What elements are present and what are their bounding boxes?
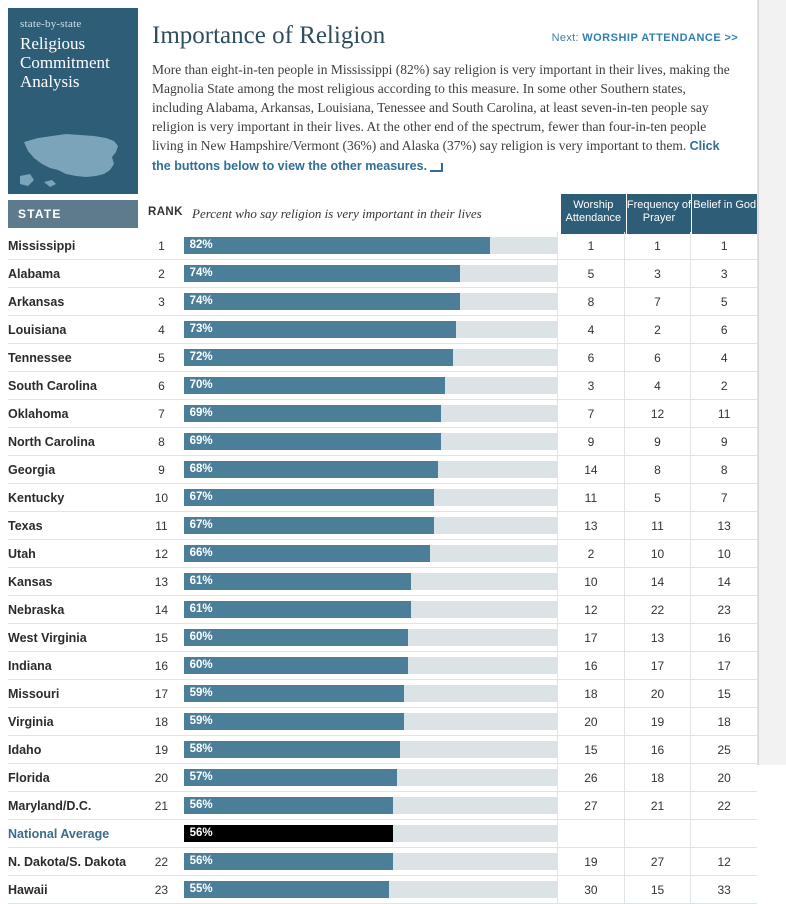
table-row[interactable]: [8, 288, 757, 316]
belief-rank-cell: 13: [691, 512, 757, 540]
state-name-cell: Nebraska: [8, 596, 139, 624]
bar-track: [184, 601, 557, 618]
table-row[interactable]: [8, 512, 757, 540]
bar-cell: [184, 652, 558, 680]
state-name-cell: Missouri: [8, 680, 139, 708]
bar-fill: [184, 853, 393, 870]
table-row[interactable]: [8, 708, 757, 736]
bar-track: [184, 237, 557, 254]
rank-cell: 6: [139, 372, 183, 400]
rank-cell: 22: [139, 848, 183, 876]
bar-value-label: 56%: [189, 855, 213, 867]
rank-cell: 5: [139, 344, 183, 372]
prayer-rank-cell: 14: [624, 568, 691, 596]
bar-value-label: 56%: [189, 827, 213, 839]
table-row[interactable]: [8, 316, 757, 344]
prayer-rank-cell: 22: [624, 596, 691, 624]
bar-fill: [184, 405, 442, 422]
bar-fill: [184, 461, 438, 478]
bar-value-label: 60%: [189, 631, 213, 643]
bar-cell: [184, 288, 558, 316]
bar-cell: [184, 232, 558, 260]
bar-track: [184, 769, 557, 786]
belief-rank-cell: [691, 820, 757, 848]
bar-fill: [184, 629, 408, 646]
bar-track: [184, 377, 557, 394]
belief-rank-cell: 8: [691, 456, 757, 484]
bar-value-label: 73%: [189, 323, 213, 335]
bar-value-label: 82%: [189, 239, 213, 251]
rank-cell: 4: [139, 316, 183, 344]
worship-rank-cell: 5: [558, 260, 625, 288]
next-label: Next:: [551, 32, 579, 44]
bar-track: [184, 657, 557, 674]
rank-cell: 20: [139, 764, 183, 792]
bar-fill: [184, 713, 404, 730]
bar-value-label: 69%: [189, 435, 213, 447]
bar-track: [184, 461, 557, 478]
bar-fill: [184, 433, 442, 450]
brand-title-line-1: Religious: [20, 34, 86, 53]
bar-fill: [184, 657, 408, 674]
belief-rank-cell: 14: [691, 568, 757, 596]
bar-track: [184, 293, 557, 310]
measure-buttons: [561, 194, 757, 234]
prayer-rank-cell: 16: [624, 736, 691, 764]
brand-title-line-2: Commitment: [20, 53, 110, 72]
prayer-rank-cell: 4: [624, 372, 691, 400]
worship-rank-cell: 15: [558, 736, 625, 764]
rank-cell: 19: [139, 736, 183, 764]
rank-cell: 8: [139, 428, 183, 456]
prayer-rank-cell: 3: [624, 260, 691, 288]
bar-track: [184, 489, 557, 506]
table-row[interactable]: [8, 764, 757, 792]
state-name-cell: West Virginia: [8, 624, 139, 652]
bar-cell: [184, 792, 558, 820]
bar-value-label: 69%: [189, 407, 213, 419]
prayer-rank-cell: 20: [624, 680, 691, 708]
worship-rank-cell: 19: [558, 848, 625, 876]
bar-value-label: 70%: [189, 379, 213, 391]
prayer-rank-cell: 21: [624, 792, 691, 820]
table-row[interactable]: [8, 260, 757, 288]
table-row[interactable]: [8, 624, 757, 652]
table-body: [8, 232, 757, 904]
state-name-cell: Louisiana: [8, 316, 139, 344]
belief-rank-cell: 6: [691, 316, 757, 344]
table-row[interactable]: [8, 680, 757, 708]
prayer-rank-cell: 19: [624, 708, 691, 736]
worship-rank-cell: 12: [558, 596, 625, 624]
bar-track: [184, 741, 557, 758]
state-name-cell: Hawaii: [8, 876, 139, 904]
worship-rank-cell: 20: [558, 708, 625, 736]
bar-track: [184, 881, 557, 898]
column-header-state: STATE: [8, 200, 138, 228]
state-name-cell: Texas: [8, 512, 139, 540]
brand-kicker: state-by-state: [20, 18, 82, 30]
bar-fill: [184, 741, 401, 758]
rank-cell: 2: [139, 260, 183, 288]
bar-cell: [184, 260, 558, 288]
table-row[interactable]: [8, 344, 757, 372]
bar-track: [184, 825, 557, 842]
state-name-cell: Maryland/D.C.: [8, 792, 139, 820]
bar-track: [184, 433, 557, 450]
bar-value-label: 72%: [189, 351, 213, 363]
belief-rank-cell: 18: [691, 708, 757, 736]
bar-cell: [184, 820, 558, 848]
bar-cell: [184, 568, 558, 596]
bar-track: [184, 405, 557, 422]
state-name-cell: North Carolina: [8, 428, 139, 456]
belief-rank-cell: 5: [691, 288, 757, 316]
prayer-rank-cell: 13: [624, 624, 691, 652]
rank-cell: 21: [139, 792, 183, 820]
table-row[interactable]: [8, 568, 757, 596]
rank-cell: 18: [139, 708, 183, 736]
prayer-rank-cell: 27: [624, 848, 691, 876]
header-description-text: More than eight-in-ten people in Mississippi (82%) say religion is very important in their lives, making the Magnolia State among the most religious according to this measure. In some other Southern states, including Alabama, Arkansas, Louisiana, Tenessee and South Carolina, at least seven-in-ten people say religion is very important in their lives. At the other end of the spectrum, fewer than four-in-ten people living in New Hampshire/Vermont (36%) and Alaska (37%) say religion is very important to them.: [152, 62, 730, 153]
state-name-cell: Oklahoma: [8, 400, 139, 428]
worship-rank-cell: 26: [558, 764, 625, 792]
table-row[interactable]: [8, 820, 757, 848]
prayer-rank-cell: 10: [624, 540, 691, 568]
rank-cell: 11: [139, 512, 183, 540]
belief-rank-cell: 20: [691, 764, 757, 792]
bar-fill: [184, 237, 490, 254]
state-name-cell: Virginia: [8, 708, 139, 736]
bar-fill: [184, 489, 434, 506]
corner-arrow-icon: [430, 161, 444, 173]
worship-rank-cell: 1: [558, 232, 625, 260]
header-description: [152, 60, 740, 176]
bar-cell: [184, 344, 558, 372]
rank-cell: 16: [139, 652, 183, 680]
state-name-cell: N. Dakota/S. Dakota: [8, 848, 139, 876]
bar-value-label: 59%: [189, 715, 213, 727]
bar-cell: [184, 764, 558, 792]
worship-rank-cell: 6: [558, 344, 625, 372]
belief-rank-cell: 4: [691, 344, 757, 372]
bar-cell: [184, 400, 558, 428]
bar-value-label: 67%: [189, 519, 213, 531]
bar-track: [184, 545, 557, 562]
bar-fill: [184, 349, 453, 366]
bar-cell: [184, 316, 558, 344]
table-row[interactable]: [8, 848, 757, 876]
bar-fill: [184, 825, 393, 842]
bar-track: [184, 853, 557, 870]
state-name-cell: Alabama: [8, 260, 139, 288]
rank-cell: 9: [139, 456, 183, 484]
bar-fill: [184, 685, 404, 702]
data-table: [8, 232, 757, 904]
prayer-rank-cell: 17: [624, 652, 691, 680]
table-row[interactable]: [8, 652, 757, 680]
next-measure-nav[interactable]: [552, 32, 738, 44]
prayer-rank-cell: 11: [624, 512, 691, 540]
worship-rank-cell: 7: [558, 400, 625, 428]
belief-rank-cell: 7: [691, 484, 757, 512]
rank-cell: 10: [139, 484, 183, 512]
prayer-rank-cell: [624, 820, 691, 848]
bar-cell: [184, 372, 558, 400]
prayer-rank-cell: 12: [624, 400, 691, 428]
page-right-margin: [757, 0, 786, 765]
bar-value-label: 56%: [189, 799, 213, 811]
bar-fill: [184, 517, 434, 534]
rank-cell: 3: [139, 288, 183, 316]
state-name-cell: National Average: [8, 820, 139, 848]
bar-value-label: 74%: [189, 267, 213, 279]
rank-cell: 17: [139, 680, 183, 708]
worship-rank-cell: 17: [558, 624, 625, 652]
column-header-rank: RANK: [148, 206, 183, 218]
belief-rank-cell: 2: [691, 372, 757, 400]
prayer-rank-cell: 6: [624, 344, 691, 372]
bar-track: [184, 713, 557, 730]
header-area: [148, 8, 744, 194]
belief-rank-cell: 1: [691, 232, 757, 260]
table-row[interactable]: [8, 736, 757, 764]
prayer-rank-cell: 15: [624, 876, 691, 904]
table-row[interactable]: [8, 792, 757, 820]
bar-fill: [184, 321, 457, 338]
state-name-cell: Kansas: [8, 568, 139, 596]
bar-value-label: 59%: [189, 687, 213, 699]
worship-rank-cell: [558, 820, 625, 848]
bar-track: [184, 517, 557, 534]
bar-track: [184, 797, 557, 814]
bar-fill: [184, 377, 445, 394]
measure-button-belief-in-god[interactable]: Belief in God: [692, 194, 757, 234]
prayer-rank-cell: 1: [624, 232, 691, 260]
worship-rank-cell: 4: [558, 316, 625, 344]
bar-cell: [184, 708, 558, 736]
bar-cell: [184, 680, 558, 708]
bar-cell: [184, 876, 558, 904]
prayer-rank-cell: 8: [624, 456, 691, 484]
state-name-cell: Kentucky: [8, 484, 139, 512]
measure-button-worship-attendance[interactable]: Worship Attendance: [561, 194, 627, 234]
prayer-rank-cell: 9: [624, 428, 691, 456]
belief-rank-cell: 33: [691, 876, 757, 904]
brand-title-line-3: Analysis: [20, 72, 80, 91]
table-row[interactable]: [8, 372, 757, 400]
bar-fill: [184, 293, 460, 310]
bar-value-label: 67%: [189, 491, 213, 503]
rank-cell: 14: [139, 596, 183, 624]
prayer-rank-cell: 7: [624, 288, 691, 316]
bar-track: [184, 573, 557, 590]
state-name-cell: Indiana: [8, 652, 139, 680]
bar-cell: [184, 848, 558, 876]
bar-value-label: 68%: [189, 463, 213, 475]
bar-track: [184, 629, 557, 646]
worship-rank-cell: 30: [558, 876, 625, 904]
worship-rank-cell: 3: [558, 372, 625, 400]
next-measure-link[interactable]: WORSHIP ATTENDANCE: [582, 32, 722, 44]
belief-rank-cell: 3: [691, 260, 757, 288]
measure-button-frequency-of-prayer[interactable]: Frequency of Prayer: [627, 194, 693, 234]
bar-fill: [184, 265, 460, 282]
bar-track: [184, 321, 557, 338]
bar-cell: [184, 484, 558, 512]
worship-rank-cell: 2: [558, 540, 625, 568]
rank-cell: [139, 820, 183, 848]
worship-rank-cell: 9: [558, 428, 625, 456]
rank-cell: 7: [139, 400, 183, 428]
prayer-rank-cell: 2: [624, 316, 691, 344]
state-name-cell: Arkansas: [8, 288, 139, 316]
bar-cell: [184, 596, 558, 624]
worship-rank-cell: 27: [558, 792, 625, 820]
bar-track: [184, 265, 557, 282]
worship-rank-cell: 11: [558, 484, 625, 512]
bar-cell: [184, 736, 558, 764]
bar-track: [184, 349, 557, 366]
worship-rank-cell: 8: [558, 288, 625, 316]
worship-rank-cell: 13: [558, 512, 625, 540]
belief-rank-cell: 10: [691, 540, 757, 568]
state-name-cell: Tennessee: [8, 344, 139, 372]
worship-rank-cell: 16: [558, 652, 625, 680]
bar-cell: [184, 456, 558, 484]
table-row[interactable]: [8, 456, 757, 484]
belief-rank-cell: 9: [691, 428, 757, 456]
bar-value-label: 66%: [189, 547, 213, 559]
table-row[interactable]: [8, 876, 757, 904]
belief-rank-cell: 16: [691, 624, 757, 652]
us-map-icon: [18, 124, 130, 190]
state-name-cell: Mississippi: [8, 232, 139, 260]
belief-rank-cell: 11: [691, 400, 757, 428]
belief-rank-cell: 15: [691, 680, 757, 708]
brand-title: [20, 34, 128, 91]
bar-track: [184, 685, 557, 702]
bar-cell: [184, 512, 558, 540]
belief-rank-cell: 22: [691, 792, 757, 820]
bar-cell: [184, 624, 558, 652]
rank-cell: 1: [139, 232, 183, 260]
page-title: Importance of Religion: [152, 22, 386, 49]
bar-cell: [184, 428, 558, 456]
bar-value-label: 60%: [189, 659, 213, 671]
bar-value-label: 74%: [189, 295, 213, 307]
rank-cell: 12: [139, 540, 183, 568]
bar-fill: [184, 573, 412, 590]
header-cta-text: Click the buttons below to view the other measures.: [152, 139, 720, 173]
bar-fill: [184, 769, 397, 786]
bar-fill: [184, 797, 393, 814]
state-name-cell: Georgia: [8, 456, 139, 484]
brand-panel: [8, 8, 138, 194]
state-name-cell: South Carolina: [8, 372, 139, 400]
state-name-cell: Idaho: [8, 736, 139, 764]
bar-fill: [184, 601, 412, 618]
bar-cell: [184, 540, 558, 568]
belief-rank-cell: 17: [691, 652, 757, 680]
belief-rank-cell: 25: [691, 736, 757, 764]
bar-value-label: 61%: [189, 603, 213, 615]
worship-rank-cell: 14: [558, 456, 625, 484]
worship-rank-cell: 10: [558, 568, 625, 596]
rank-cell: 23: [139, 876, 183, 904]
prayer-rank-cell: 5: [624, 484, 691, 512]
next-arrow-icon[interactable]: >>: [724, 32, 738, 44]
bar-fill: [184, 881, 389, 898]
bar-value-label: 55%: [189, 883, 213, 895]
state-name-cell: Florida: [8, 764, 139, 792]
belief-rank-cell: 12: [691, 848, 757, 876]
belief-rank-cell: 23: [691, 596, 757, 624]
worship-rank-cell: 18: [558, 680, 625, 708]
table-row[interactable]: [8, 232, 757, 260]
rank-cell: 13: [139, 568, 183, 596]
bar-value-label: 57%: [189, 771, 213, 783]
table-row[interactable]: [8, 596, 757, 624]
table-row[interactable]: [8, 484, 757, 512]
bar-value-label: 61%: [189, 575, 213, 587]
column-header-bar-caption: Percent who say religion is very important in their lives: [192, 206, 482, 221]
table-row[interactable]: [8, 540, 757, 568]
prayer-rank-cell: 18: [624, 764, 691, 792]
rank-cell: 15: [139, 624, 183, 652]
bar-value-label: 58%: [189, 743, 213, 755]
table-row[interactable]: [8, 400, 757, 428]
state-name-cell: Utah: [8, 540, 139, 568]
table-row[interactable]: [8, 428, 757, 456]
bar-fill: [184, 545, 430, 562]
